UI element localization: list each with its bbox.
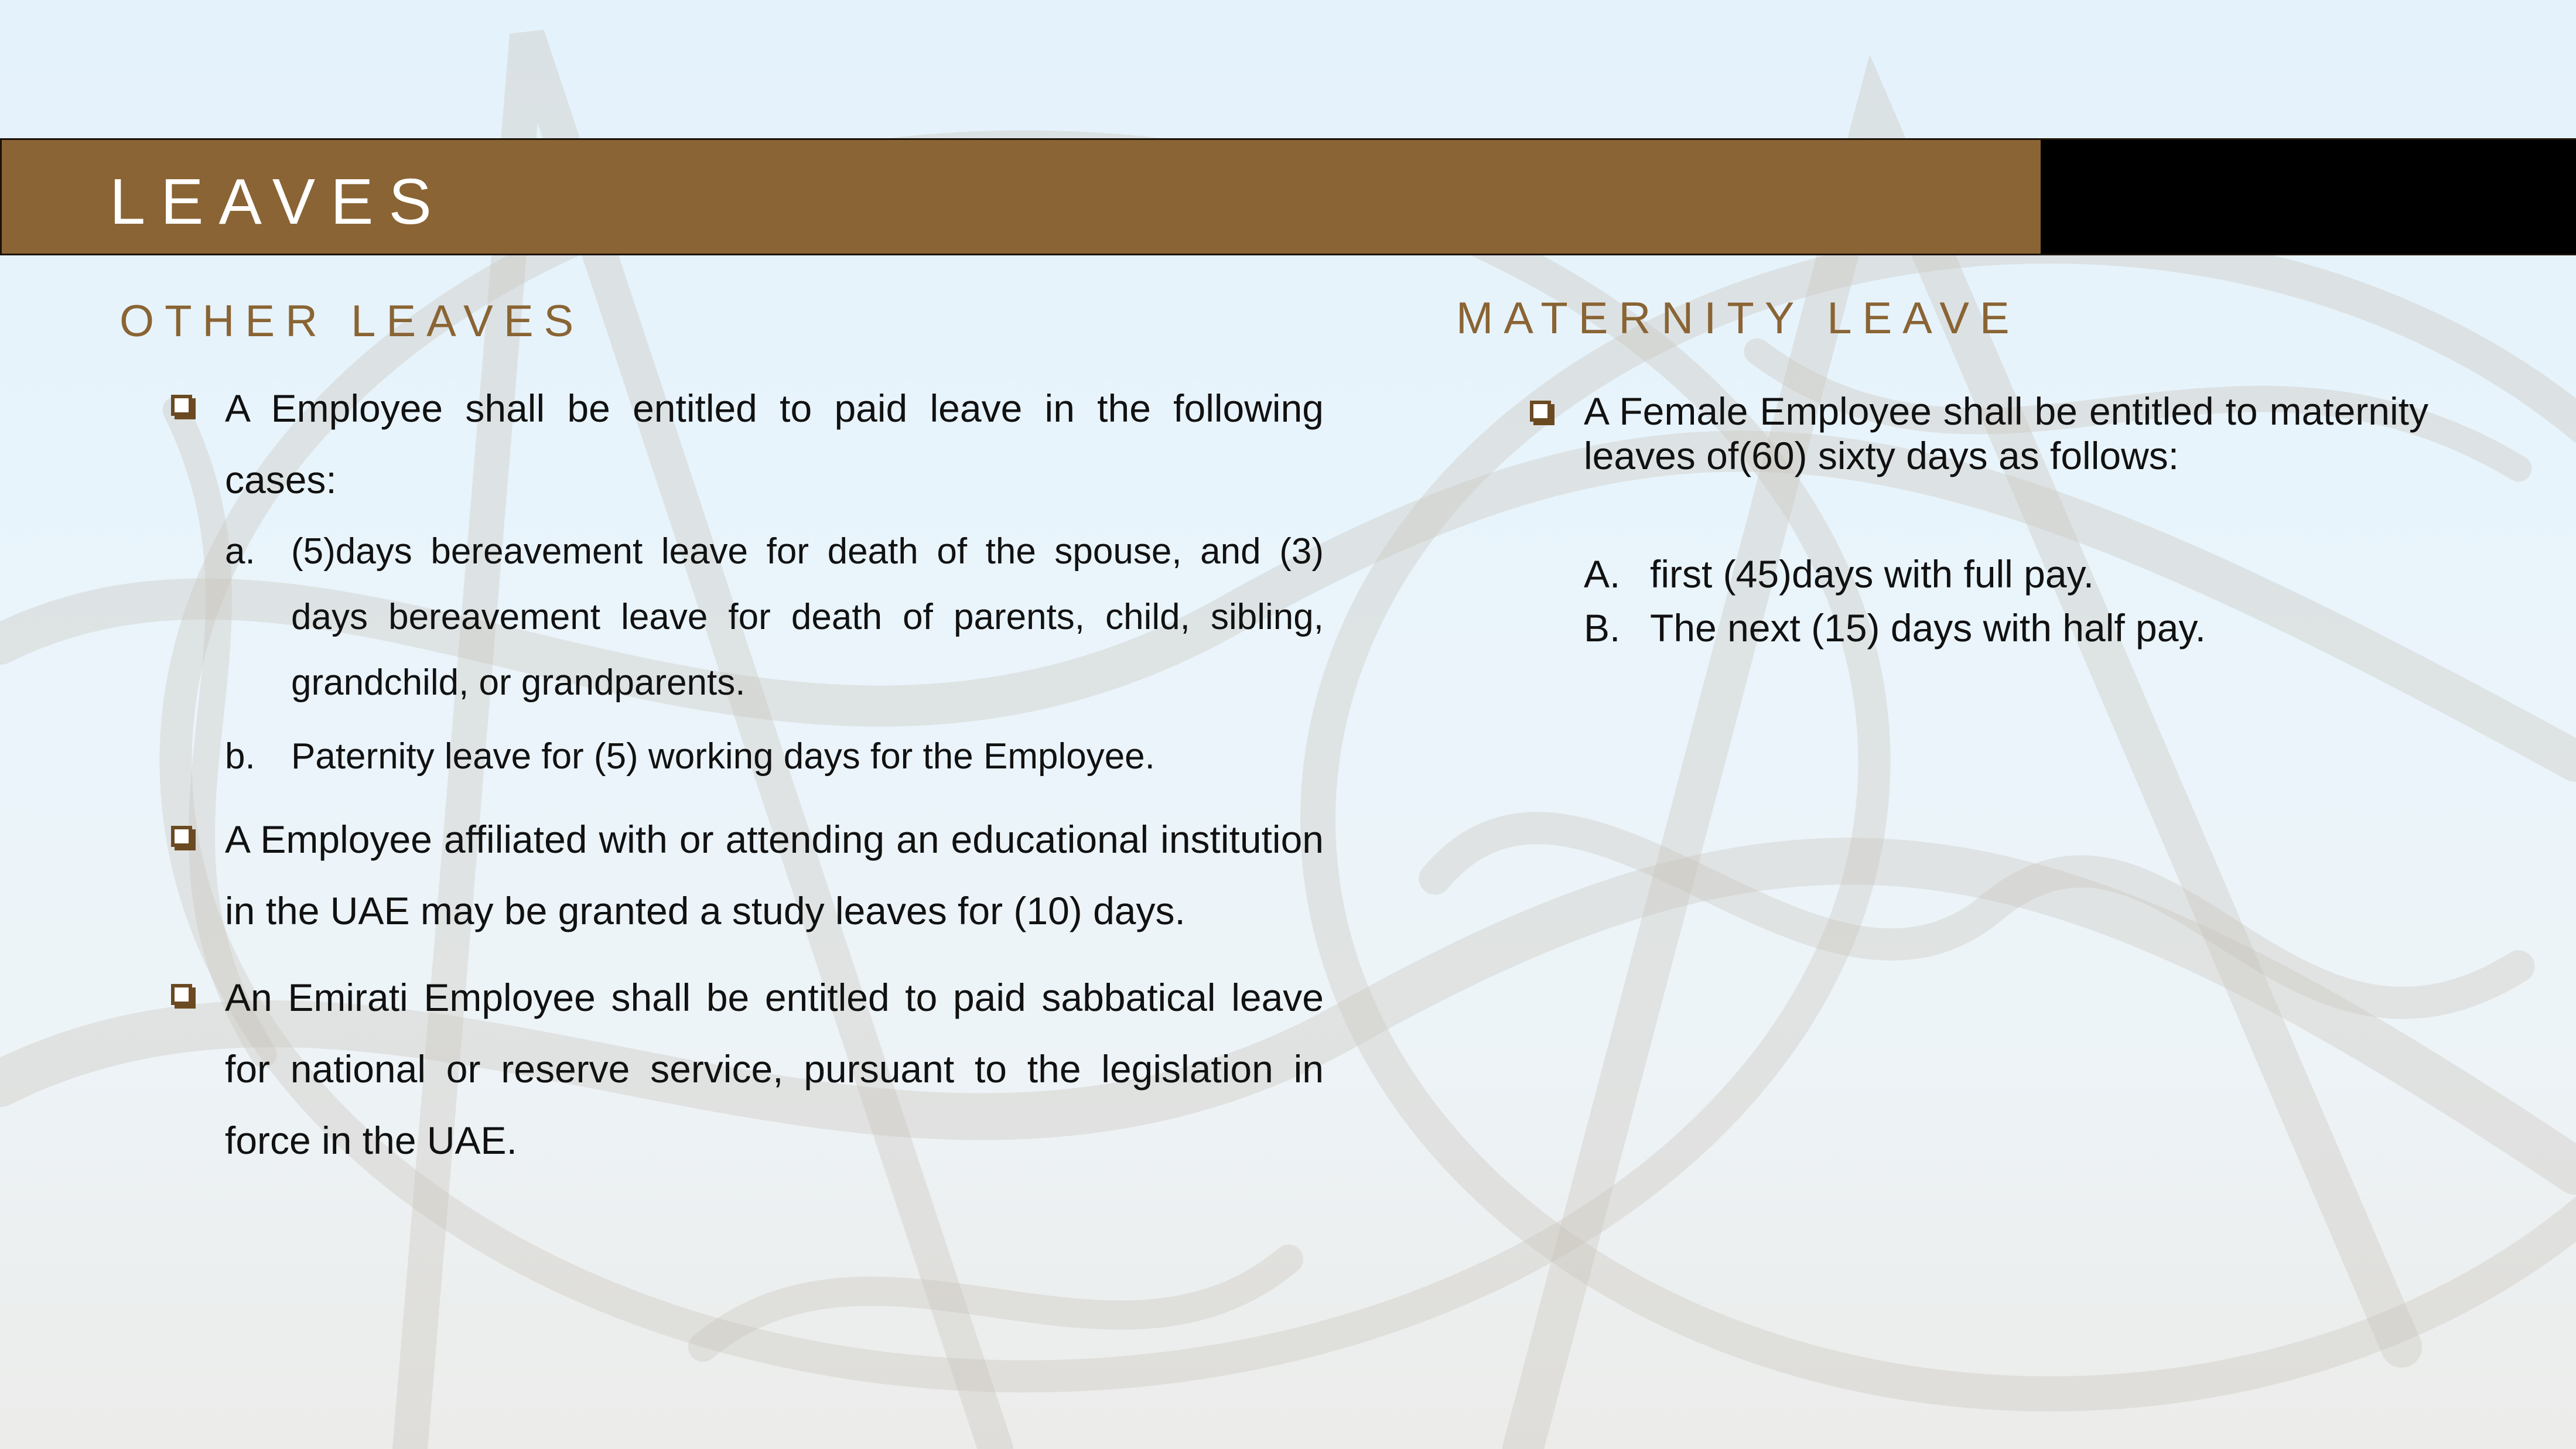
other-leaves-column (171, 372, 1324, 1176)
list-item (1530, 547, 2428, 601)
paid-leave-cases (171, 519, 1324, 790)
list-item-text: first (45)days with full pay. (1650, 552, 2095, 596)
list-item-text: The next (15) days with half pay. (1650, 606, 2206, 650)
bullet-text: A Employee shall be entitled to paid leave in the following cases: (225, 387, 1324, 501)
other-leaves-heading: OTHER LEAVES (119, 296, 585, 346)
bullet-paid-leave (171, 372, 1324, 515)
list-item-text: Paternity leave for (5) working days for the Employee. (291, 736, 1155, 777)
list-marker: B. (1584, 606, 1621, 650)
checkbox-bullet-icon (171, 395, 192, 416)
title-bar (0, 138, 2576, 255)
maternity-pay-list (1530, 547, 2428, 655)
list-item (1530, 601, 2428, 655)
list-item-text: (5)days bereavement leave for death of the spouse, and (3) days bereavement leave for death of parents, child, sibling, grandchild, or grandparents. (291, 531, 1324, 703)
bullet-study-leave (171, 804, 1324, 946)
list-item (171, 519, 1324, 716)
checkbox-bullet-icon (171, 826, 192, 847)
title-band (0, 140, 2041, 254)
page-title: LEAVES (110, 166, 447, 238)
bullet-text: A Female Employee shall be entitled to maternity leaves of(60) sixty days as follows: (1584, 389, 2428, 477)
list-item (171, 724, 1324, 790)
checkbox-bullet-icon (171, 984, 192, 1005)
list-marker: b. (225, 736, 255, 777)
list-marker: A. (1584, 552, 1621, 596)
list-marker: a. (225, 531, 255, 572)
bullet-text: An Emirati Employee shall be entitled to paid sabbatical leave for national or reserve service, pursuant to the legislation in force in the UAE. (225, 976, 1324, 1162)
checkbox-bullet-icon (1530, 401, 1551, 422)
maternity-leave-heading: MATERNITY LEAVE (1456, 293, 2020, 343)
bullet-sabbatical-leave (171, 962, 1324, 1176)
maternity-leave-column (1530, 389, 2428, 655)
bullet-text: A Employee affiliated with or attending an educational institution in the UAE may be granted a study leaves for (10) days. (225, 818, 1324, 932)
bullet-maternity-leave (1530, 389, 2428, 478)
